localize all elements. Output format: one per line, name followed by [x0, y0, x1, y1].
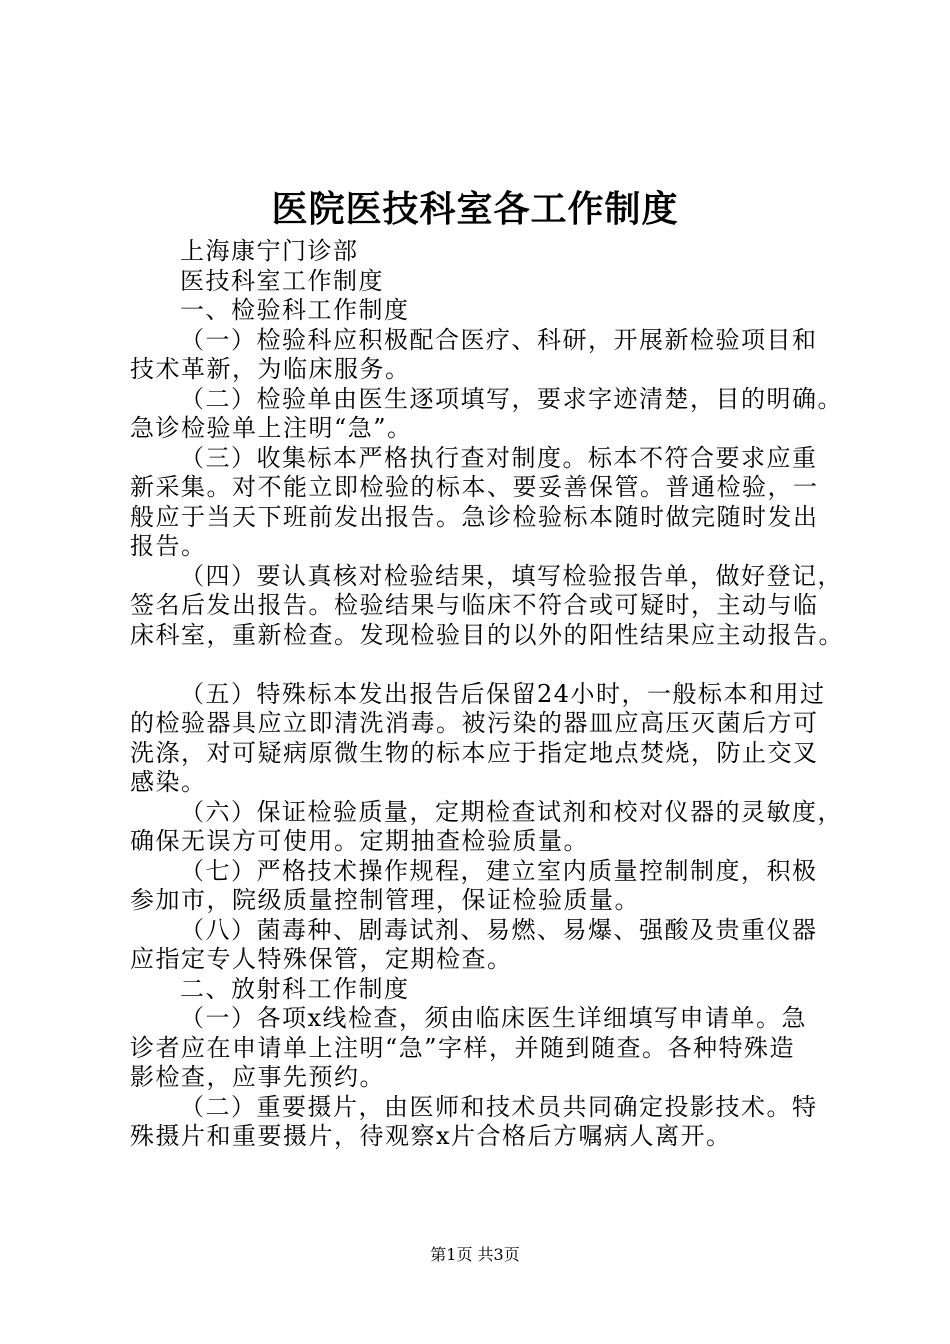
blank-line — [130, 650, 840, 680]
paragraph-line: 参加市，院级质量控制管理，保证检验质量。 — [130, 886, 640, 914]
paragraph-line: 诊者应在申请单上注明“急”字样，并随到随查。各种特殊造 — [130, 1033, 796, 1062]
paragraph-line: 般应于当天下班前发出报告。急诊检验标本随时做完随时发出 — [130, 502, 819, 531]
document-title: 医院医技科室各工作制度 — [271, 188, 679, 230]
paragraph-line: （七）严格技术操作规程，建立室内质量控制制度，积极 — [180, 856, 818, 885]
paragraph-line: （二）检验单由医生逐项填写，要求字迹清楚，目的明确。 — [180, 384, 843, 413]
paragraph-line: 的检验器具应立即清洗消毒。被污染的器皿应高压灭菌后方可 — [130, 709, 819, 737]
page-footer — [0, 1243, 950, 1267]
paragraph-line: （五）特殊标本发出报告后保留24小时，一般标本和用过 — [180, 679, 826, 708]
paragraph-line: 影检查，应事先预约。 — [130, 1063, 385, 1091]
paragraph-line: 签名后发出报告。检验结果与临床不符合或可疑时，主动与临 — [130, 591, 819, 619]
paragraph-line: （三）收集标本严格执行查对制度。标本不符合要求应重 — [180, 443, 818, 472]
paragraph-line: 新采集。对不能立即检验的标本、要妥善保管。普通检验，一 — [130, 473, 819, 501]
paragraph-line: （六）保证检验质量，定期检查试剂和校对仪器的灵敏度， — [180, 797, 843, 826]
paragraph-line: （四）要认真核对检验结果，填写检验报告单，做好登记， — [180, 561, 843, 590]
paragraph-line: 报告。 — [130, 532, 207, 560]
page-number: 第1页 共3页 — [430, 1245, 520, 1264]
paragraph-line: 殊摄片和重要摄片，待观察x片合格后方嘱病人离开。 — [130, 1122, 732, 1150]
paragraph-line: 急诊检验单上注明“急”。 — [130, 414, 413, 442]
paragraph-line: 技术革新，为临床服务。 — [130, 355, 411, 383]
paragraph-line: （一）各项x线检查，须由临床医生详细填写申请单。急 — [180, 1004, 808, 1032]
org-name: 上海康宁门诊部 — [180, 237, 359, 265]
section-heading: 医技科室工作制度 — [180, 266, 384, 295]
document-body — [130, 237, 844, 1152]
paragraph-line: （八）菌毒种、剧毒试剂、易燃、易爆、强酸及贵重仪器 — [180, 915, 818, 944]
subsection-heading: 二、放射科工作制度 — [180, 974, 410, 1003]
paragraph-line: 床科室，重新检查。发现检验目的以外的阳性结果应主动报告。 — [130, 620, 844, 649]
subsection-heading: 一、检验科工作制度 — [180, 296, 410, 324]
paragraph-line: 确保无误方可使用。定期抽查检验质量。 — [130, 827, 589, 855]
paragraph-line: 感染。 — [130, 768, 207, 796]
paragraph-line: （二）重要摄片，由医师和技术员共同确定投影技术。特 — [180, 1092, 818, 1121]
paragraph-line: 洗涤，对可疑病原微生物的标本应于指定地点焚烧，防止交叉 — [130, 738, 819, 767]
paragraph-line: 应指定专人特殊保管，定期检查。 — [130, 945, 513, 973]
paragraph-line: （一）检验科应积极配合医疗、科研，开展新检验项目和 — [180, 325, 818, 354]
